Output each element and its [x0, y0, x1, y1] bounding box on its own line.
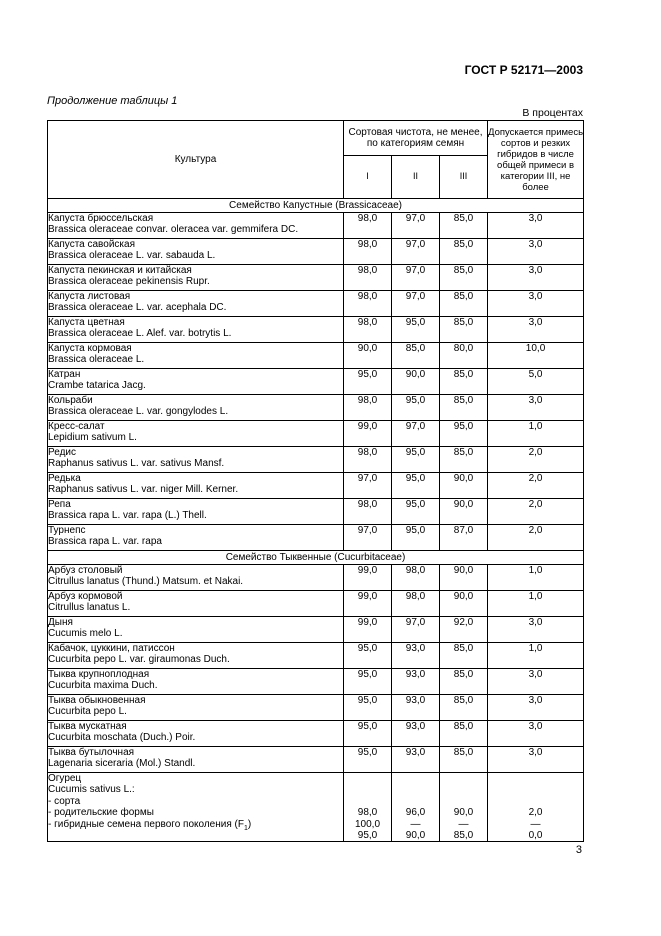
culture-cell — [48, 591, 344, 617]
category-1-value: 95,0 — [344, 721, 392, 747]
culture-latin: Citrullus lanatus (Thund.) Matsum. et Nakai. — [48, 576, 244, 588]
admixture-value: 2,0 — [488, 525, 584, 551]
admixture-value: 3,0 — [488, 239, 584, 265]
value: — — [530, 818, 541, 830]
category-2-value: 95,0 — [392, 525, 440, 551]
table-row — [48, 669, 584, 695]
table-row — [48, 343, 584, 369]
category-1-value: 95,0 — [344, 369, 392, 395]
value: 100,0 — [354, 818, 381, 830]
document-code: ГОСТ Р 52171—2003 — [464, 63, 583, 77]
seed-purity-table — [47, 120, 584, 842]
culture-latin: Brassica oleraceae L. Alef. var. botrytis L. — [48, 328, 232, 340]
culture-latin: Lagenaria siceraria (Mol.) Standl. — [48, 758, 196, 770]
table-row — [48, 643, 584, 669]
culture-latin: Brassica rapa L. var. rapa (L.) Thell. — [48, 510, 207, 522]
value: — — [410, 818, 421, 830]
table-row — [48, 265, 584, 291]
category-2-value: 95,0 — [392, 499, 440, 525]
culture-cell — [48, 473, 344, 499]
category-1-value: 95,0 — [344, 695, 392, 721]
admixture-value: 2,0 — [488, 473, 584, 499]
header-varietal-purity: Сортовая чистота, не менее, по категориям семян — [344, 121, 488, 156]
category-3-value: 85,0 — [440, 239, 488, 265]
culture-name: Тыква обыкновенная — [48, 695, 146, 706]
culture-cell — [48, 265, 344, 291]
table-row — [48, 525, 584, 551]
category-2-value: 90,0 — [392, 369, 440, 395]
table-continuation-caption: Продолжение таблицы 1 — [47, 95, 178, 107]
category-2-value: 93,0 — [392, 695, 440, 721]
culture-name: Тыква крупноплодная — [48, 669, 150, 680]
category-2-value: 93,0 — [392, 643, 440, 669]
culture-latin: Cucurbita pepo L. var. giraumonas Duch. — [48, 654, 230, 666]
value: — — [458, 818, 469, 830]
admixture-value: 3,0 — [488, 617, 584, 643]
table-row — [48, 499, 584, 525]
culture-cell — [48, 239, 344, 265]
category-3-value: 85,0 — [440, 643, 488, 669]
category-2-value: 93,0 — [392, 669, 440, 695]
culture-name: Капуста кормовая — [48, 343, 132, 354]
header-admixture: Допускается примесь сортов и резких гибридов в числе общей примеси в категории III, не более — [488, 121, 584, 199]
category-1-value: 98,0 — [344, 395, 392, 421]
table-row — [48, 721, 584, 747]
category-2-value: 93,0 — [392, 747, 440, 773]
category-2-value: 97,0 — [392, 617, 440, 643]
admixture-value: 5,0 — [488, 369, 584, 395]
value: 96,0 — [405, 807, 426, 819]
category-1-value: 90,0 — [344, 343, 392, 369]
header-category-1: I — [344, 156, 392, 199]
culture-name: Капуста цветная — [48, 317, 125, 328]
family-heading-cucurbitaceae: Семейство Тыквенные (Cucurbitaceae) — [48, 551, 584, 565]
category-1-value: 99,0 — [344, 591, 392, 617]
category-1-value: 98,0 — [344, 265, 392, 291]
category-3-value: 85,0 — [440, 369, 488, 395]
culture-cell — [48, 617, 344, 643]
culture-latin: Brassica oleraceae L. var. acephala DC. — [48, 302, 227, 314]
culture-name: Катран — [48, 369, 81, 380]
culture-latin: Brassica rapa L. var. rapa — [48, 536, 162, 548]
sub-varieties: - сорта — [48, 795, 81, 807]
culture-name: Тыква мускатная — [48, 721, 127, 732]
table-row — [48, 747, 584, 773]
admixture-value: 3,0 — [488, 747, 584, 773]
table-row — [48, 421, 584, 447]
culture-name: Кабачок, цуккини, патиссон — [48, 643, 175, 654]
culture-latin: Brassica oleraceae L. var. gongylodes L. — [48, 406, 229, 418]
culture-name: Кресс-салат — [48, 421, 105, 432]
culture-name: Арбуз столовый — [48, 565, 123, 576]
category-3-value: 90,0 — [440, 591, 488, 617]
culture-cell — [48, 317, 344, 343]
admixture-value: 3,0 — [488, 669, 584, 695]
culture-latin: Cucurbita pepo L. — [48, 706, 127, 718]
category-1-value: 98,0 — [344, 317, 392, 343]
table-row — [48, 213, 584, 239]
culture-name: Редька — [48, 473, 81, 484]
category-2-value: 95,0 — [392, 317, 440, 343]
culture-latin: Cucumis sativus L.: — [48, 784, 135, 796]
family-heading-brassicaceae: Семейство Капустные (Brassicaceae) — [48, 199, 584, 213]
culture-cell — [48, 499, 344, 525]
value: 98,0 — [357, 807, 378, 819]
admixture-value: 1,0 — [488, 421, 584, 447]
table-row — [48, 565, 584, 591]
admixture-value: 1,0 — [488, 591, 584, 617]
culture-latin: Brassica oleraceae convar. oleracea var. gemmifera DC. — [48, 224, 299, 236]
category-3-value: 92,0 — [440, 617, 488, 643]
culture-cell — [48, 773, 344, 842]
table-row-cucumber — [48, 773, 584, 842]
admixture-value: 1,0 — [488, 643, 584, 669]
page-number: 3 — [575, 844, 582, 856]
category-3-value: 85,0 — [440, 265, 488, 291]
culture-name: Огурец — [48, 773, 82, 784]
culture-cell — [48, 669, 344, 695]
admixture-value: 3,0 — [488, 695, 584, 721]
category-2-value: 98,0 — [392, 591, 440, 617]
culture-cell — [48, 695, 344, 721]
category-3-value: 85,0 — [440, 747, 488, 773]
category-1-value: 95,0 — [344, 747, 392, 773]
category-3-value: 85,0 — [440, 695, 488, 721]
category-1-value: 98,0 — [344, 447, 392, 473]
category-2-value: 98,0 — [392, 565, 440, 591]
value: 90,0 — [405, 830, 426, 842]
culture-cell — [48, 421, 344, 447]
value: 90,0 — [453, 807, 474, 819]
culture-latin: Lepidium sativum L. — [48, 432, 137, 444]
category-3-value: 85,0 — [440, 213, 488, 239]
category-2-value: 97,0 — [392, 291, 440, 317]
category-1-value: 98,0 — [344, 499, 392, 525]
culture-latin: Brassica oleraceae L. — [48, 354, 145, 366]
culture-cell — [48, 525, 344, 551]
category-2-value: 95,0 — [392, 447, 440, 473]
category-1-value: 98,0 — [344, 213, 392, 239]
header-culture: Культура — [48, 121, 344, 199]
category-1-value: 99,0 — [344, 421, 392, 447]
cucumber-cat1-cell — [344, 773, 392, 842]
category-3-value: 90,0 — [440, 499, 488, 525]
culture-latin: Raphanus sativus L. var. niger Mill. Kerner. — [48, 484, 239, 496]
culture-name: Дыня — [48, 617, 73, 628]
category-2-value: 95,0 — [392, 395, 440, 421]
category-3-value: 85,0 — [440, 317, 488, 343]
culture-name: Турнепс — [48, 525, 86, 536]
sub-f1-hybrids-label: - гибридные семена первого поколения (F — [48, 818, 244, 830]
culture-cell — [48, 395, 344, 421]
category-2-value: 85,0 — [392, 343, 440, 369]
culture-latin: Cucurbita maxima Duch. — [48, 680, 158, 692]
category-1-value: 97,0 — [344, 525, 392, 551]
culture-cell — [48, 447, 344, 473]
value: 0,0 — [528, 830, 543, 842]
culture-latin: Raphanus sativus L. var. sativus Mansf. — [48, 458, 225, 470]
table-row — [48, 695, 584, 721]
admixture-value: 3,0 — [488, 213, 584, 239]
category-1-value: 99,0 — [344, 617, 392, 643]
admixture-value: 3,0 — [488, 395, 584, 421]
cucumber-admix-cell — [488, 773, 584, 842]
category-1-value: 98,0 — [344, 239, 392, 265]
admixture-value: 3,0 — [488, 291, 584, 317]
culture-name: Арбуз кормовой — [48, 591, 123, 602]
category-3-value: 80,0 — [440, 343, 488, 369]
category-2-value: 93,0 — [392, 721, 440, 747]
category-3-value: 95,0 — [440, 421, 488, 447]
culture-cell — [48, 369, 344, 395]
culture-latin: Brassica oleraceae L. var. sabauda L. — [48, 250, 216, 262]
admixture-value: 3,0 — [488, 317, 584, 343]
table-row — [48, 473, 584, 499]
cucumber-cat3-cell — [440, 773, 488, 842]
cucumber-cat2-cell — [392, 773, 440, 842]
sub-f1-hybrids — [48, 819, 343, 830]
admixture-value: 2,0 — [488, 499, 584, 525]
culture-name: Капуста савойская — [48, 239, 135, 250]
culture-cell — [48, 643, 344, 669]
category-3-value: 85,0 — [440, 291, 488, 317]
sub-parent-forms: - родительские формы — [48, 807, 154, 819]
category-3-value: 87,0 — [440, 525, 488, 551]
table-row — [48, 291, 584, 317]
category-2-value: 97,0 — [392, 213, 440, 239]
culture-name: Репа — [48, 499, 71, 510]
header-category-3: III — [440, 156, 488, 199]
table-row — [48, 395, 584, 421]
value: 2,0 — [528, 807, 543, 819]
category-1-value: 97,0 — [344, 473, 392, 499]
culture-latin: Citrullus lanatus L. — [48, 602, 131, 614]
table-row — [48, 317, 584, 343]
culture-cell — [48, 565, 344, 591]
admixture-value: 10,0 — [488, 343, 584, 369]
category-1-value: 98,0 — [344, 291, 392, 317]
category-3-value: 85,0 — [440, 395, 488, 421]
culture-latin: Cucurbita moschata (Duch.) Poir. — [48, 732, 196, 744]
value: 85,0 — [453, 830, 474, 842]
sub-f1-close: ) — [247, 818, 252, 830]
culture-latin: Brassica oleraceae pekinensis Rupr. — [48, 276, 210, 288]
category-2-value: 95,0 — [392, 473, 440, 499]
category-1-value: 95,0 — [344, 643, 392, 669]
culture-name: Капуста брюссельская — [48, 213, 154, 224]
culture-latin: Cucumis melo L. — [48, 628, 123, 640]
category-3-value: 85,0 — [440, 669, 488, 695]
culture-name: Редис — [48, 447, 76, 458]
table-row — [48, 447, 584, 473]
header-category-2: II — [392, 156, 440, 199]
table-row — [48, 591, 584, 617]
category-1-value: 95,0 — [344, 669, 392, 695]
admixture-value: 3,0 — [488, 721, 584, 747]
category-1-value: 99,0 — [344, 565, 392, 591]
f1-subscript: 1 — [243, 824, 248, 832]
table-row — [48, 617, 584, 643]
category-3-value: 90,0 — [440, 473, 488, 499]
culture-name: Кольраби — [48, 395, 93, 406]
category-3-value: 85,0 — [440, 721, 488, 747]
category-2-value: 97,0 — [392, 239, 440, 265]
table-row — [48, 369, 584, 395]
category-2-value: 97,0 — [392, 265, 440, 291]
category-3-value: 90,0 — [440, 565, 488, 591]
culture-cell — [48, 721, 344, 747]
admixture-value: 2,0 — [488, 447, 584, 473]
category-3-value: 85,0 — [440, 447, 488, 473]
value: 95,0 — [357, 830, 378, 842]
category-2-value: 97,0 — [392, 421, 440, 447]
culture-name: Капуста пекинская и китайская — [48, 265, 192, 276]
admixture-value: 3,0 — [488, 265, 584, 291]
culture-latin: Crambe tatarica Jacg. — [48, 380, 146, 392]
culture-name: Тыква бутылочная — [48, 747, 135, 758]
culture-cell — [48, 213, 344, 239]
culture-cell — [48, 291, 344, 317]
culture-name: Капуста листовая — [48, 291, 131, 302]
units-label: В процентах — [522, 107, 583, 119]
culture-cell — [48, 747, 344, 773]
admixture-value: 1,0 — [488, 565, 584, 591]
culture-cell — [48, 343, 344, 369]
table-row — [48, 239, 584, 265]
